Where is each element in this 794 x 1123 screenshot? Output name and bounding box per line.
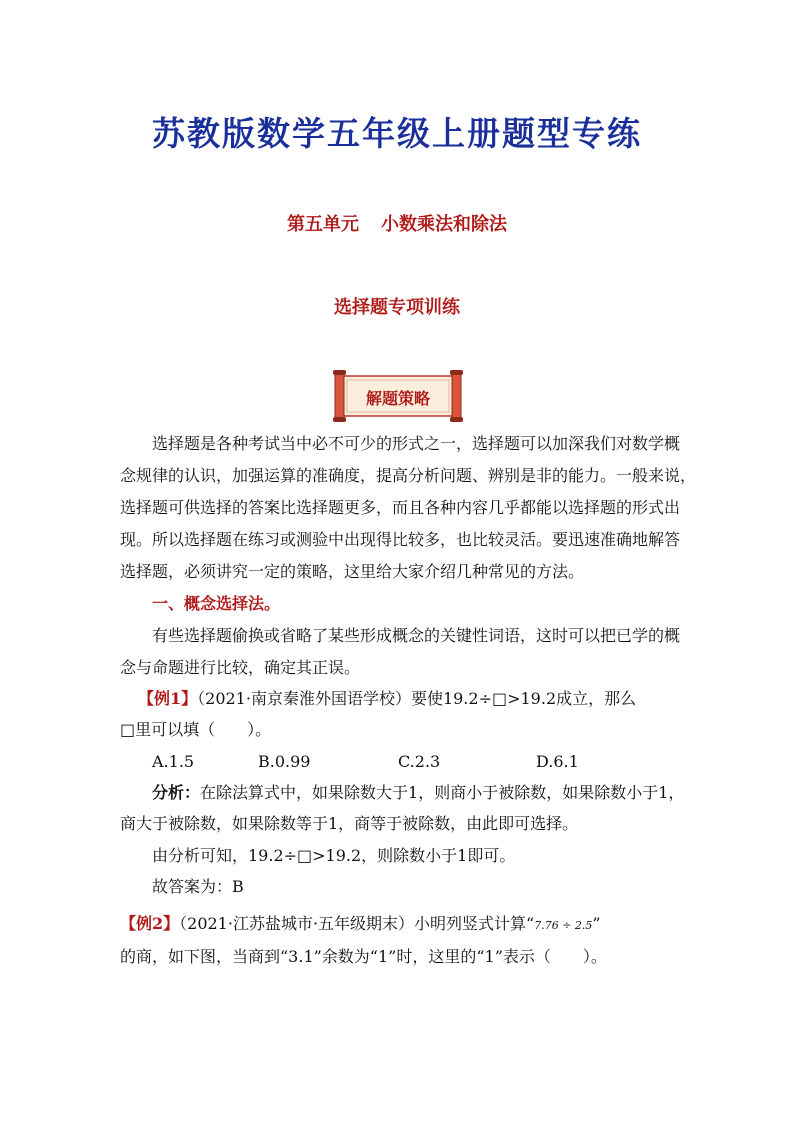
intro-line-3: 选择题可供选择的答案比选择题更多，而且各种内容几乎都能以选择题的形式出 bbox=[120, 498, 681, 517]
example-2-line-2: 的商，如下图，当商到“3.1”余数为“1”时，这里的“1”表示（ ）。 bbox=[120, 947, 607, 966]
example-2-quote-end: ” bbox=[592, 914, 601, 933]
intro-line-5: 选择题，必须讲究一定的策略，这里给大家介绍几种常见的方法。 bbox=[120, 562, 585, 581]
method-heading: 一、概念选择法。 bbox=[152, 594, 281, 613]
intro-line-2: 念规律的认识，加强运算的准确度，提高分析问题、辨别是非的能力。一般来说， bbox=[120, 466, 697, 485]
option-c: C.2.3 bbox=[398, 752, 441, 771]
example-1-tag: 【例1】 bbox=[138, 689, 198, 708]
option-b: B.0.99 bbox=[258, 752, 311, 771]
analysis-line-2: 商大于被除数，如果除数等于1，商等于被除数，由此即可选择。 bbox=[120, 814, 579, 833]
method-line-1: 有些选择题偷换或省略了某些形成概念的关键性词语，这时可以把已学的概 bbox=[152, 626, 681, 645]
document-title: 苏教版数学五年级上册题型专练 bbox=[152, 114, 642, 153]
analysis-text-1: 在除法算式中，如果除数大于1，则商小于被除数，如果除数小于1， bbox=[200, 783, 685, 802]
intro-line-1: 选择题是各种考试当中必不可少的形式之一，选择题可以加深我们对数学概 bbox=[152, 434, 681, 453]
banner-label: 解题策略 bbox=[365, 389, 430, 408]
answer-line: 故答案为：B bbox=[152, 877, 244, 896]
example-2-line-1: （2021·江苏盐城市·五年级期末）小明列竖式计算“ bbox=[179, 914, 535, 933]
method-line-2: 念与命题进行比较，确定其正误。 bbox=[120, 658, 361, 677]
analysis-line-3: 由分析可知，19.2÷□>19.2，则除数小于1即可。 bbox=[152, 846, 516, 865]
unit-topic: 小数乘法和除法 bbox=[381, 214, 507, 235]
example-1-line-2: □里可以填（ ）。 bbox=[120, 720, 272, 739]
unit-number: 第五单元 bbox=[287, 214, 359, 235]
example-1-line-1: （2021·南京秦淮外国语学校）要使19.2÷□>19.2成立，那么 bbox=[197, 689, 637, 708]
example-2-formula: 7.76 ÷ 2.5 bbox=[534, 919, 593, 932]
example-2-question bbox=[120, 914, 601, 936]
example-1-question bbox=[138, 689, 636, 709]
intro-line-4: 现。所以选择题在练习或测验中出现得比较多，也比较灵活。要迅速准确地解答 bbox=[120, 530, 681, 549]
option-d: D.6.1 bbox=[536, 752, 579, 771]
section-title: 选择题专项训练 bbox=[334, 297, 460, 318]
analysis-line-1 bbox=[152, 783, 684, 803]
analysis-tag: 分析： bbox=[152, 783, 201, 802]
example-2-tag: 【例2】 bbox=[120, 914, 180, 933]
unit-title bbox=[0, 210, 794, 236]
option-a: A.1.5 bbox=[152, 752, 195, 771]
